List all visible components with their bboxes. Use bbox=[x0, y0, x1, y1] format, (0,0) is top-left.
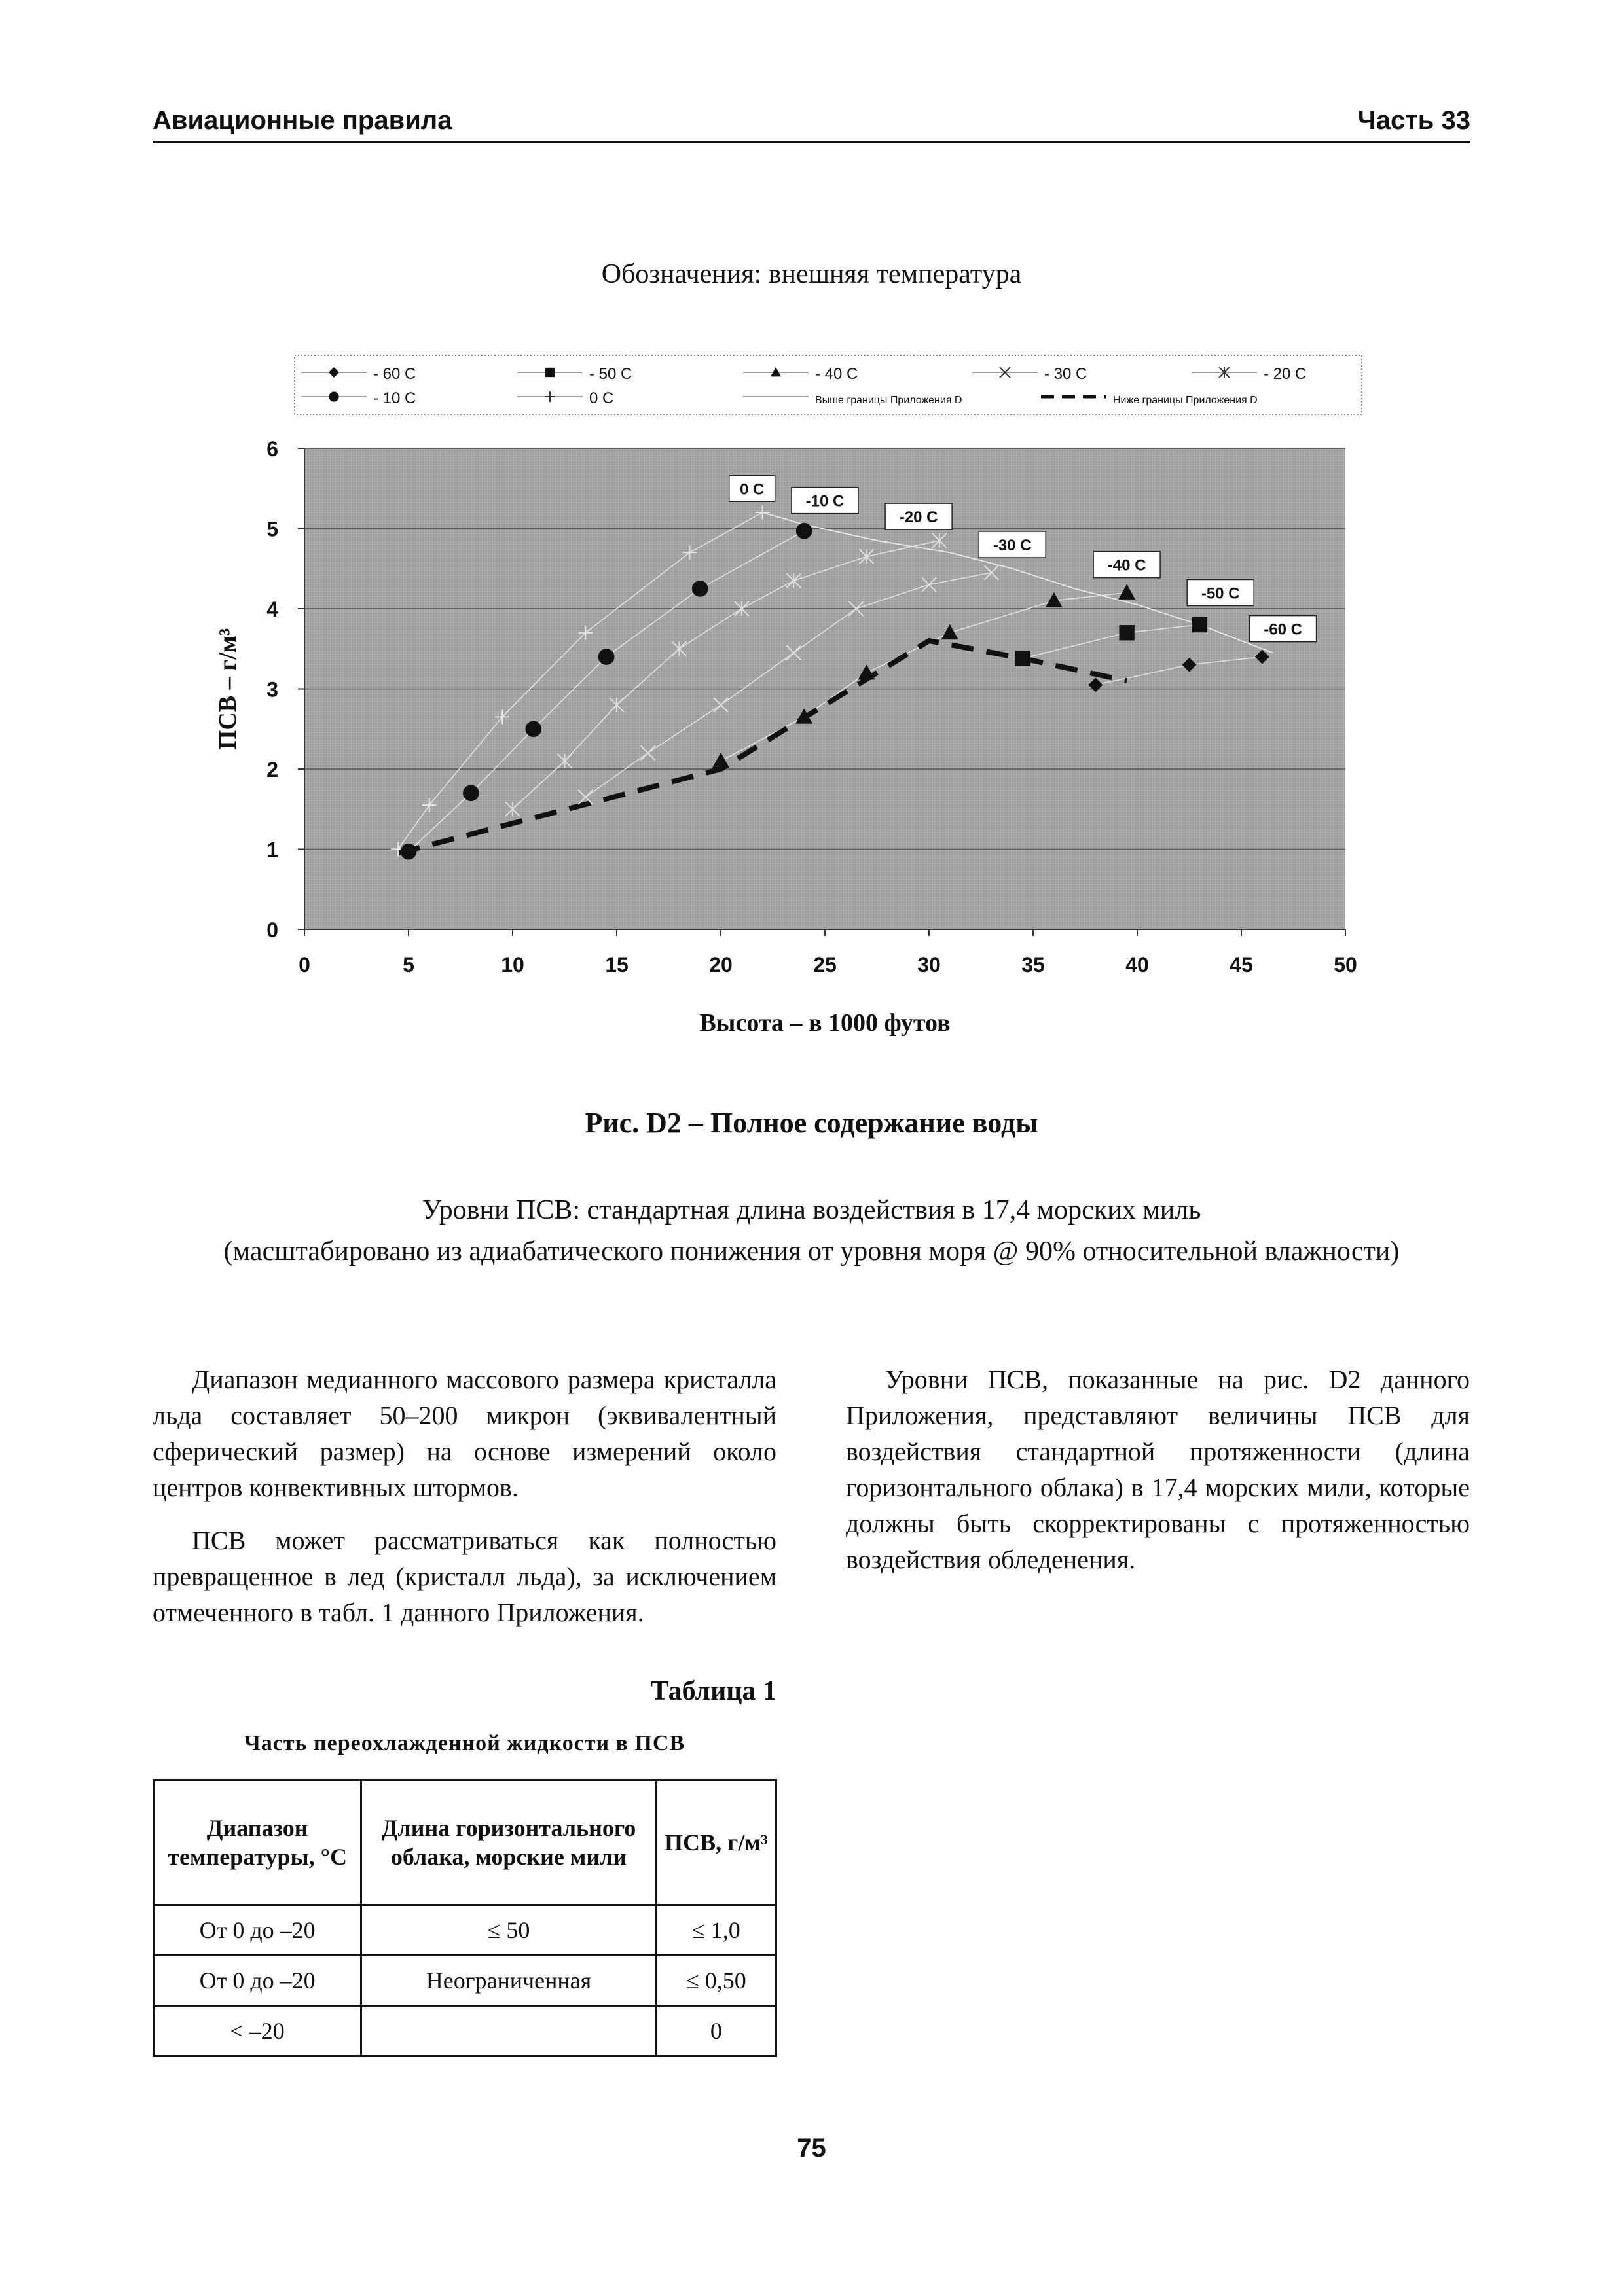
legend-label: - 40 C bbox=[815, 365, 858, 383]
x-tick-label: 50 bbox=[1334, 953, 1357, 977]
annotation-text: -40 C bbox=[1107, 556, 1146, 575]
data-point bbox=[692, 581, 708, 597]
table-cell: От 0 до –20 bbox=[154, 1905, 361, 1956]
figure-subcaption-2: (масштабировано из адиабатического понижения от уровня моря @ 90% относительной влажности) bbox=[223, 1236, 1400, 1266]
x-tick-label: 35 bbox=[1021, 953, 1045, 977]
y-tick-label: 6 bbox=[266, 437, 278, 461]
y-tick-label: 1 bbox=[266, 838, 278, 862]
annotation-text: 0 C bbox=[740, 480, 765, 499]
paragraph: ПСВ может рассматриваться как полностью превращенное в лед (кристалл льда), за исключением отмеченного в табл. 1 данного Приложения. bbox=[153, 1526, 776, 1627]
x-tick-label: 30 bbox=[917, 953, 941, 977]
running-header-title: Авиационные правила bbox=[153, 106, 452, 135]
legend-marker bbox=[329, 391, 338, 401]
table-cell: Неограниченная bbox=[361, 1956, 656, 2006]
table-cell: 0 bbox=[656, 2006, 776, 2056]
x-axis-label: Высота – в 1000 футов bbox=[699, 1009, 951, 1037]
table-header-cell: Длина горизонтального облака, морские мили bbox=[361, 1780, 656, 1905]
table-header-cell: Диапазон температуры, °С bbox=[154, 1780, 361, 1905]
x-tick-label: 25 bbox=[813, 953, 837, 977]
circle-marker bbox=[525, 721, 541, 737]
annotation-label bbox=[1187, 580, 1254, 606]
y-tick-label: 3 bbox=[266, 677, 278, 702]
x-tick-label: 45 bbox=[1230, 953, 1253, 977]
square-marker bbox=[1119, 625, 1134, 640]
x-tick-label: 15 bbox=[605, 953, 629, 977]
annotation-text: -30 C bbox=[993, 537, 1032, 554]
legend-label: - 10 C bbox=[373, 389, 416, 407]
data-point bbox=[1192, 617, 1207, 632]
data-point bbox=[525, 721, 541, 737]
circle-marker bbox=[329, 391, 338, 401]
table-cell: < –20 bbox=[154, 2006, 361, 2056]
annotation-text: -20 C bbox=[899, 509, 938, 527]
x-tick-label: 0 bbox=[299, 953, 310, 977]
circle-marker bbox=[598, 649, 615, 665]
table-cell bbox=[361, 2006, 656, 2056]
data-point bbox=[796, 523, 812, 539]
paragraph: Уровни ПСВ, показанные на рис. D2 данного Приложения, представляют величины ПСВ для воздействия стандартной протяженности (длина горизонтального облака) в 17,4 морских мили, которые должны быть скорректированы с протяженностью воздействия обледенения. bbox=[846, 1365, 1470, 1574]
table-title: Таблица 1 bbox=[650, 1676, 776, 1706]
data-point bbox=[463, 785, 479, 801]
legend-marker bbox=[545, 368, 555, 377]
annotation-label bbox=[792, 488, 858, 514]
page-number: 75 bbox=[797, 2134, 826, 2162]
data-point bbox=[1015, 651, 1030, 666]
annotation-text: -10 C bbox=[805, 492, 845, 511]
figure-subcaption-1: Уровни ПСВ: стандартная длина воздействия в 17,4 морских миль bbox=[422, 1195, 1201, 1225]
running-header-part: Часть 33 bbox=[1357, 106, 1470, 135]
table-row bbox=[154, 1905, 776, 1956]
y-axis-label: ПСВ – г/м³ bbox=[214, 628, 242, 750]
table-row bbox=[154, 2006, 776, 2056]
data-point bbox=[598, 649, 615, 665]
x-tick-label: 5 bbox=[403, 953, 414, 977]
circle-marker bbox=[692, 581, 708, 597]
annotation-label bbox=[979, 531, 1046, 558]
annotation-text: -50 C bbox=[1201, 584, 1240, 603]
table-row bbox=[154, 1956, 776, 2006]
circle-marker bbox=[463, 785, 479, 801]
y-tick-label: 4 bbox=[266, 598, 278, 621]
legend-label: 0 C bbox=[589, 389, 614, 407]
supercooled-liquid-table bbox=[153, 1779, 777, 2057]
square-marker bbox=[545, 368, 555, 377]
circle-marker bbox=[796, 523, 812, 539]
square-marker bbox=[1015, 651, 1030, 666]
chart-legend bbox=[295, 355, 1362, 414]
annotation-label bbox=[729, 475, 775, 501]
square-marker bbox=[1192, 617, 1207, 632]
legend-label: Выше границы Приложения D bbox=[815, 395, 962, 406]
y-tick-label: 2 bbox=[266, 758, 278, 781]
table-header-cell: ПСВ, г/м³ bbox=[656, 1780, 776, 1905]
annotation-label bbox=[1093, 552, 1160, 578]
legend-label: - 30 C bbox=[1044, 365, 1087, 383]
table-cell: ≤ 0,50 bbox=[656, 1956, 776, 2006]
legend-label: - 60 C bbox=[373, 365, 416, 383]
water-content-chart bbox=[190, 344, 1434, 1083]
circle-marker bbox=[401, 844, 417, 860]
annotation-text: -60 C bbox=[1264, 620, 1302, 639]
legend-label: - 50 C bbox=[589, 365, 632, 383]
annotation-label bbox=[885, 503, 952, 529]
left-column bbox=[153, 1361, 776, 1647]
y-tick-label: 0 bbox=[266, 918, 278, 942]
table-cell: ≤ 1,0 bbox=[656, 1905, 776, 1956]
paragraph: Диапазон медианного массового размера кристалла льда составляет 50–200 микрон (эквивалентный сферический размер) на основе измерений около центров конвективных штормов. bbox=[153, 1365, 776, 1502]
table-subtitle: Часть переохлажденной жидкости в ПСВ bbox=[244, 1731, 685, 1755]
figure-caption: Рис. D2 – Полное содержание воды bbox=[585, 1107, 1038, 1139]
x-tick-label: 10 bbox=[501, 953, 524, 977]
header-rule bbox=[153, 141, 1470, 143]
data-point bbox=[401, 844, 417, 860]
legend-title: Обозначения: внешняя температура bbox=[601, 259, 1022, 289]
data-point bbox=[1119, 625, 1134, 640]
right-column bbox=[846, 1361, 1470, 1594]
y-tick-label: 5 bbox=[266, 517, 278, 541]
legend-label: Ниже границы Приложения D bbox=[1113, 395, 1258, 406]
table-cell: ≤ 50 bbox=[361, 1905, 656, 1956]
annotation-label bbox=[1250, 616, 1317, 642]
x-tick-label: 40 bbox=[1125, 953, 1149, 977]
table-cell: От 0 до –20 bbox=[154, 1956, 361, 2006]
x-tick-label: 20 bbox=[709, 953, 733, 977]
legend-label: - 20 C bbox=[1264, 365, 1307, 383]
